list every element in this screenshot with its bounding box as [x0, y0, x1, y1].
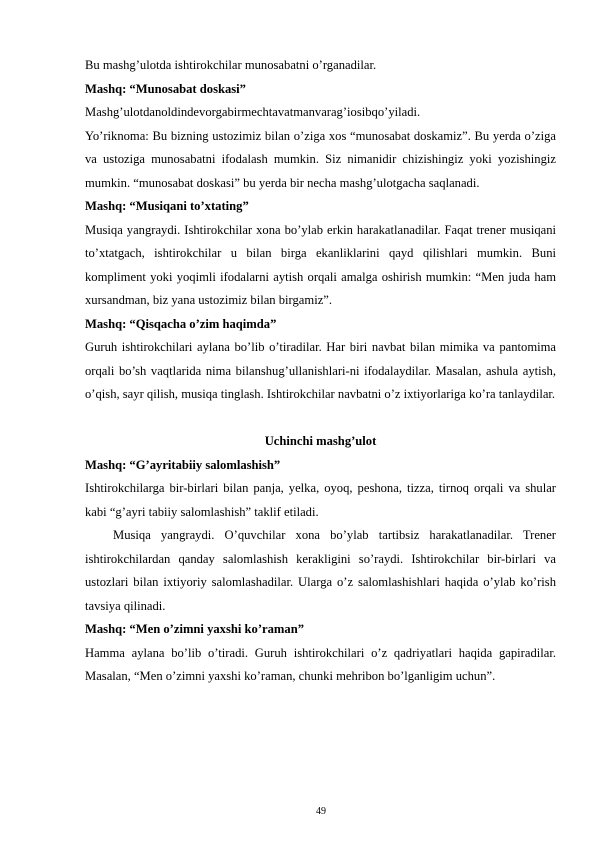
exercise-title-salomlashish: Mashq: “G’ayritabiiy salomlashish”	[85, 457, 281, 472]
paragraph: Hamma aylana bo’lib o’tiradi. Guruh ishtirokchilari o’z qadriyatlari haqida gapiradilar. Masalan, “Men o’zimni yaxshi ko’raman, chunki mehribon bo’lganligim uchun”.	[85, 645, 556, 683]
document-page	[85, 54, 556, 689]
spacer	[85, 407, 556, 431]
paragraph: Mashg’ulotdanoldindevorgabirmechtavatmanvarag’iosibqo’yiladi.	[85, 105, 421, 119]
paragraph: Musiqa yangraydi. O’quvchilar xona bo’ylab tartibsiz harakatlanadilar. Trener ishtirokchilardan qanday salomlashish kerakligini so’raydi. Ishtirokchilar bir-birlari va ustozlari bilan ixtiyoriy salomlashadilar. Ularga o’z salomlashishlari haqida o’ylab ko’rish tavsiya qilinadi.	[85, 528, 556, 613]
paragraph: Guruh ishtirokchilari aylana bo’lib o’tiradilar. Har biri navbat bilan mimika va pantomima orqali bo’sh vaqtlarida nima bilanshug’ullanishlari-ni ifodalaydilar. Masalan, ashula aytish, o’qish, sayr qilish, musiqa tinglash. Ishtirokchilar navbatni o’z ixtiyorlariga ko’ra tanlaydilar.	[85, 340, 556, 401]
section-heading: Uchinchi mashg’ulot	[264, 434, 377, 448]
paragraph: Yo’riknoma: Bu bizning ustozimiz bilan o’ziga xos “munosabat doskamiz”. Bu yerda o’ziga va ustoziga munosabatni ifodalash mumkin. Siz nimanidir chizishingiz yoki yozishingiz mumkin. “munosabat doskasi” bu yerda bir necha mashg’ulotgacha saqlanadi.	[85, 128, 556, 190]
intro-paragraph: Bu mashg’ulotda ishtirokchilar munosabatni o’rganadilar.	[85, 58, 377, 72]
exercise-title-munosabat: Mashq: “Munosabat doskasi”	[85, 81, 246, 96]
exercise-title-qisqacha: Mashq: “Qisqacha o’zim haqimda”	[85, 316, 277, 331]
paragraph: Musiqa yangraydi. Ishtirokchilar xona bo’ylab erkin harakatlanadilar. Faqat trener musiqani to’xtatgach, ishtirokchilar u bilan birga ekanliklarini qayd qilishlari mumkin. Buni kompliment yoki yoqimli ifodalarni aytish orqali amalga oshirish mumkin: “Men juda ham xursandman, biz yana ustozimiz bilan birgamiz”.	[85, 222, 556, 307]
paragraph: Ishtirokchilarga bir-birlari bilan panja, yelka, oyoq, peshona, tizza, tirnoq orqali va shular kabi “g’ayri tabiiy salomlashish” taklif etiladi.	[85, 481, 556, 519]
page-number: 49	[316, 806, 326, 817]
exercise-title-musiqa: Mashq: “Musiqani to’xtating”	[85, 199, 249, 213]
exercise-title-yaxshi-koraman: Mashq: “Men o’zimni yaxshi ko’raman”	[85, 622, 304, 636]
